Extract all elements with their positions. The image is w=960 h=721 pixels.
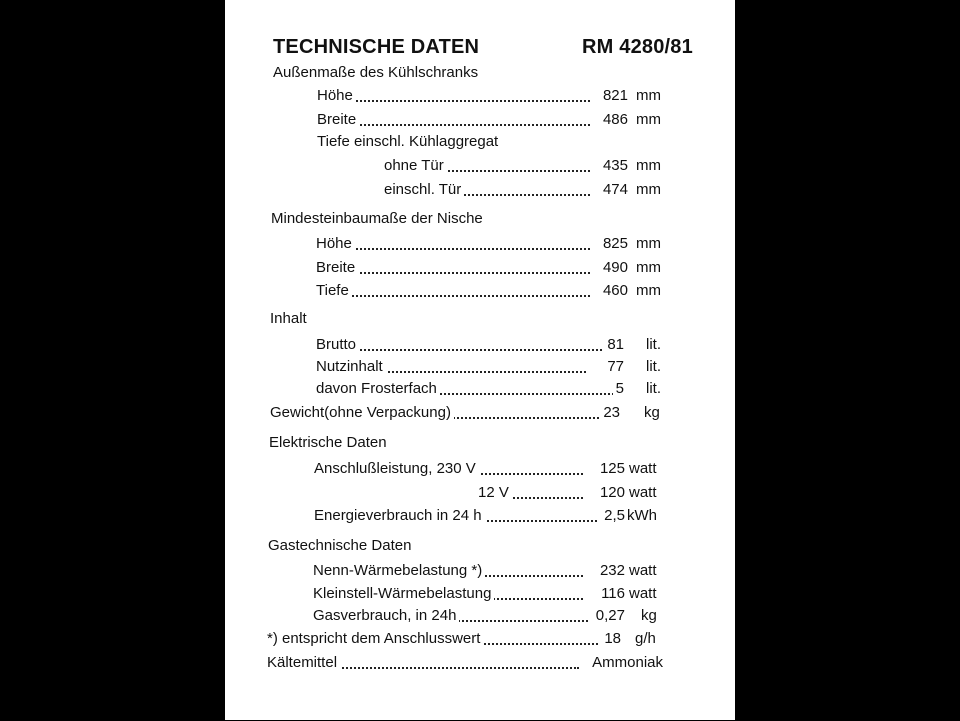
spec-sheet-page (225, 0, 735, 720)
spec-value: 23 (600, 404, 620, 421)
spec-row-brutto (316, 336, 666, 356)
spec-row-anschluss-12 (478, 484, 663, 504)
page-title: TECHNISCHE DATEN (273, 36, 480, 58)
dot-leader (316, 349, 606, 351)
spec-label: Breite (316, 259, 358, 276)
spec-value: 490 (600, 259, 628, 276)
spec-row-energieverbrauch (314, 507, 663, 527)
spec-unit: kg (641, 607, 657, 624)
spec-label: *) entspricht dem Anschlusswert (267, 630, 483, 647)
spec-value: 120 (597, 484, 625, 501)
spec-row-anschlusswert (267, 630, 663, 650)
spec-label: einschl. Tür (384, 181, 464, 198)
spec-label: davon Frosterfach (316, 380, 440, 397)
spec-label: Kleinstell-Wärmebelastung (313, 585, 494, 602)
spec-unit: mm (636, 87, 661, 104)
section-heading-aussenmasse: Außenmaße des Kühlschranks (273, 64, 479, 81)
spec-label: Anschlußleistung, 230 V (314, 460, 479, 477)
spec-unit: watt (629, 460, 657, 477)
section-heading-elektrisch: Elektrische Daten (269, 434, 387, 451)
spec-row-gasverbrauch (313, 607, 663, 627)
spec-unit: kg (644, 404, 660, 421)
spec-unit: watt (629, 484, 657, 501)
spec-row-gewicht (270, 404, 662, 424)
spec-value: 232 (597, 562, 625, 579)
spec-unit: mm (636, 259, 661, 276)
page-number: 4 (232, 703, 241, 720)
spec-label: Breite (317, 111, 359, 128)
spec-unit: lit. (646, 358, 661, 375)
spec-label: ohne Tür (384, 157, 447, 174)
spec-unit: lit. (646, 380, 661, 397)
spec-unit: mm (636, 235, 661, 252)
spec-unit: lit. (646, 336, 661, 353)
spec-row-anschluss-230 (314, 460, 663, 480)
spec-value: 5 (613, 380, 624, 397)
spec-label: Brutto (316, 336, 359, 353)
section-heading-inhalt: Inhalt (270, 310, 307, 327)
spec-row-kaeltemittel (267, 654, 663, 674)
spec-label: Energieverbrauch in 24 h (314, 507, 485, 524)
spec-row-nutzinhalt (316, 358, 666, 378)
dot-leader (316, 295, 590, 297)
spec-row-frosterfach (316, 380, 666, 400)
spec-value: Ammoniak (589, 654, 663, 671)
spec-value: 77 (604, 358, 624, 375)
spec-label: Nenn-Wärmebelastung *) (313, 562, 485, 579)
spec-label: Gasverbrauch, in 24h (313, 607, 459, 624)
spec-label: Gewicht(ohne Verpackung) (270, 404, 454, 421)
subheading-tiefe: Tiefe einschl. Kühlaggregat (317, 133, 499, 150)
spec-value: 435 (600, 157, 628, 174)
spec-value: 18 (601, 630, 621, 647)
spec-row-aussen-hoehe (317, 87, 670, 107)
spec-row-aussen-breite (317, 111, 670, 131)
spec-label: Höhe (316, 235, 355, 252)
spec-value: 474 (600, 181, 628, 198)
spec-value: 0,27 (593, 607, 625, 624)
dot-leader (317, 100, 590, 102)
spec-label: 12 V (478, 484, 512, 501)
spec-value: 486 (600, 111, 628, 128)
spec-value: 81 (604, 336, 624, 353)
spec-value: 2,5 (601, 507, 625, 524)
spec-unit: mm (636, 181, 661, 198)
spec-row-nenn-waermebelastung (313, 562, 663, 582)
section-heading-gas: Gastechnische Daten (268, 537, 412, 554)
spec-value: 460 (600, 282, 628, 299)
spec-row-einschl-tuer (384, 181, 670, 201)
spec-row-nische-breite (316, 259, 670, 279)
spec-row-ohne-tuer (384, 157, 670, 177)
spec-unit: kWh (627, 507, 657, 524)
spec-value: 825 (600, 235, 628, 252)
spec-row-kleinstell-waermebelastung (313, 585, 663, 605)
spec-unit: watt (629, 562, 657, 579)
spec-row-nische-hoehe (316, 235, 670, 255)
spec-row-nische-tiefe (316, 282, 670, 302)
spec-label: Kältemittel (267, 654, 340, 671)
spec-value: 125 (597, 460, 625, 477)
spec-label: Höhe (317, 87, 356, 104)
spec-label: Tiefe (316, 282, 352, 299)
section-heading-nische: Mindesteinbaumaße der Nische (271, 210, 483, 227)
spec-value: 821 (600, 87, 628, 104)
dot-leader (316, 248, 590, 250)
spec-label: Nutzinhalt (316, 358, 386, 375)
spec-unit: mm (636, 157, 661, 174)
model-number: RM 4280/81 (582, 36, 693, 58)
spec-unit: mm (636, 282, 661, 299)
spec-value: 116 (598, 585, 625, 602)
spec-unit: mm (636, 111, 661, 128)
spec-unit: watt (629, 585, 657, 602)
spec-unit: g/h (635, 630, 656, 647)
